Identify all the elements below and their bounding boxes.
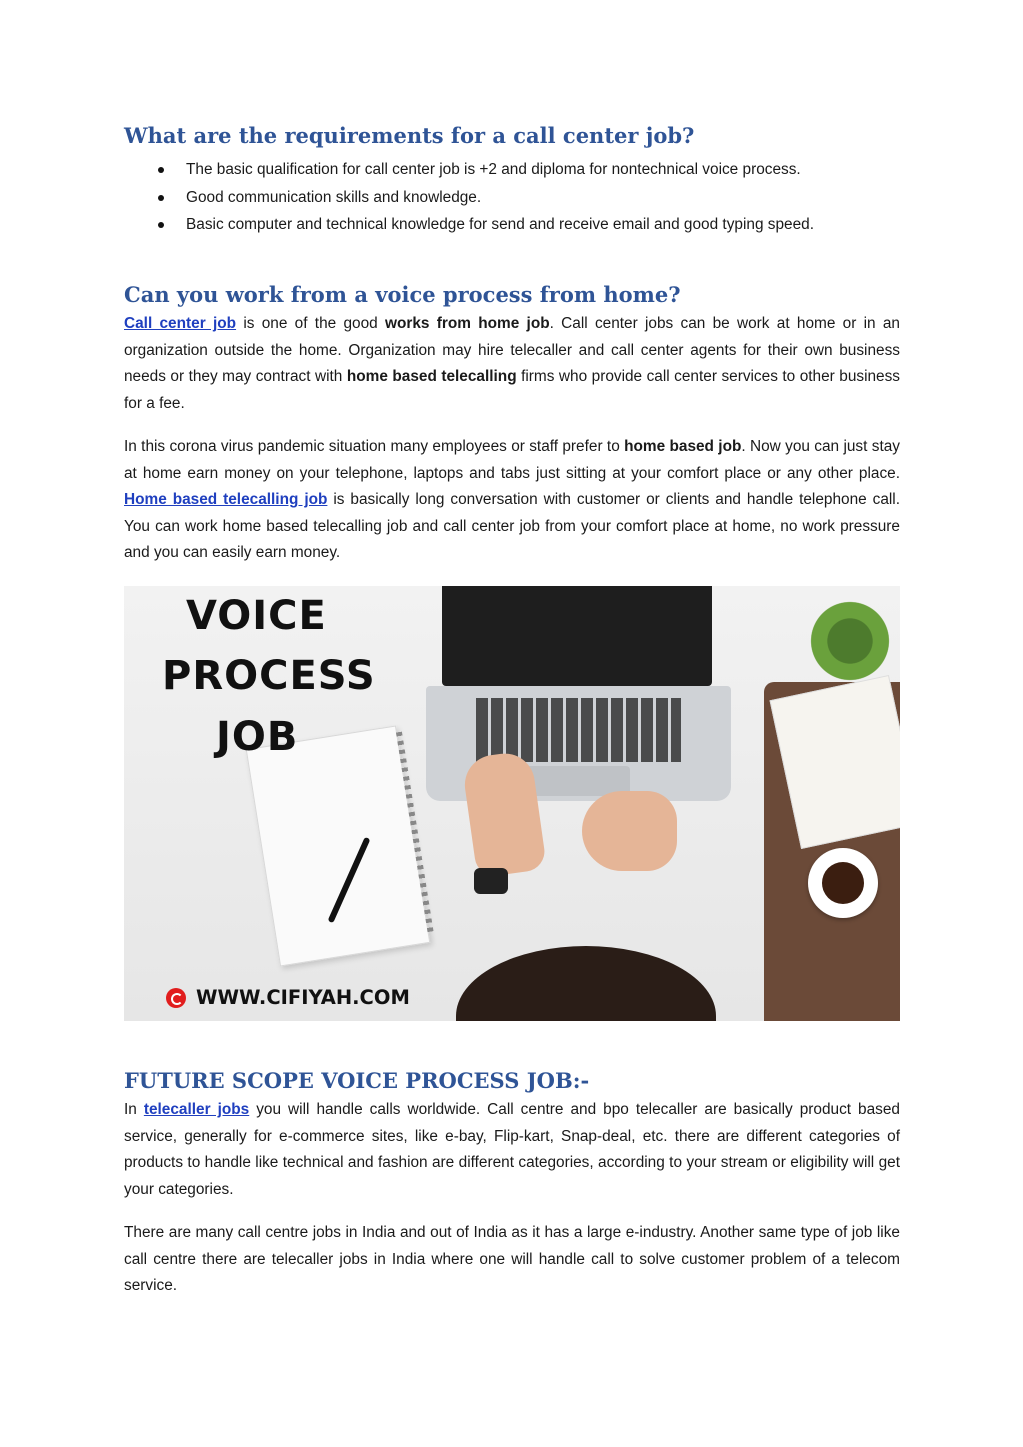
home-based-telecalling-job-link[interactable]: Home based telecalling job [124,491,328,509]
telecaller-jobs-link[interactable]: telecaller jobs [143,1101,250,1118]
paragraph-future-scope-2: There are many call centre jobs in India and out of India as it has a large e-industry. Another same type of job like call centre there are telecaller jobs in India where one will handle call to solve customer problem of a telecom service. [124,1224,900,1295]
heading-future-scope: FUTURE SCOPE VOICE PROCESS JOB:- [124,1068,590,1093]
keyboard-keys [476,698,681,762]
image-title-line-3: JOB [216,714,299,760]
laptop-screen [442,586,712,686]
coffee-cup-icon [808,848,878,918]
hand-right [582,791,677,871]
requirements-list [124,156,900,239]
voice-process-job-image [124,586,900,1021]
list-item: Basic computer and technical knowledge for send and receive email and good typing speed. [124,211,900,239]
heading-requirements: What are the requirements for a call center job? [124,123,695,148]
list-item: Good communication skills and knowledge. [124,184,900,212]
plant-icon [800,586,900,686]
bullet-icon [158,167,164,173]
paragraph-future-scope-1: In telecaller jobs you will handle calls worldwide. Call centre and bpo telecaller are basically product based service, generally for e-commerce sites, like e-bay, Flip-kart, Snap-deal, etc. there are different categories of products to handle like technical and fashion are different categories, according to your stream or eligibility will get your categories. [124,1101,900,1198]
call-center-job-link[interactable]: Call center job [124,315,237,332]
heading-work-from-home: Can you work from a voice process from home? [124,282,681,307]
watch-icon [474,868,508,894]
image-title-line-2: PROCESS [162,653,376,699]
paragraph-work-from-home-2: In this corona virus pandemic situation many employees or staff prefer to home based job. Now you can just stay at home earn money on your telephone, laptops and tabs just sitting at your comfort place or any other place. Home based telecalling job is basically long conversation with customer or clients and handle telephone call. You can work home based telecalling job and call center job from your comfort place at home, no work pressure and you can easily earn money. [124,438,900,562]
bullet-icon [158,222,164,228]
paragraph-work-from-home-1: Call center job is one of the good works from home job. Call center jobs can be work at home or in an organization outside the home. Organization may hire telecaller and call center agents for their own business needs or they may contract with home based telecalling firms who provide call center services to other business for a fee. [124,315,900,412]
list-item: The basic qualification for call center job is +2 and diploma for nontechnical voice process. [124,156,900,184]
image-website-text: WWW.CIFIYAH.COM [196,986,410,1009]
image-title-line-1: VOICE [186,593,327,639]
cifiyah-logo-icon [166,988,186,1008]
bullet-icon [158,195,164,201]
